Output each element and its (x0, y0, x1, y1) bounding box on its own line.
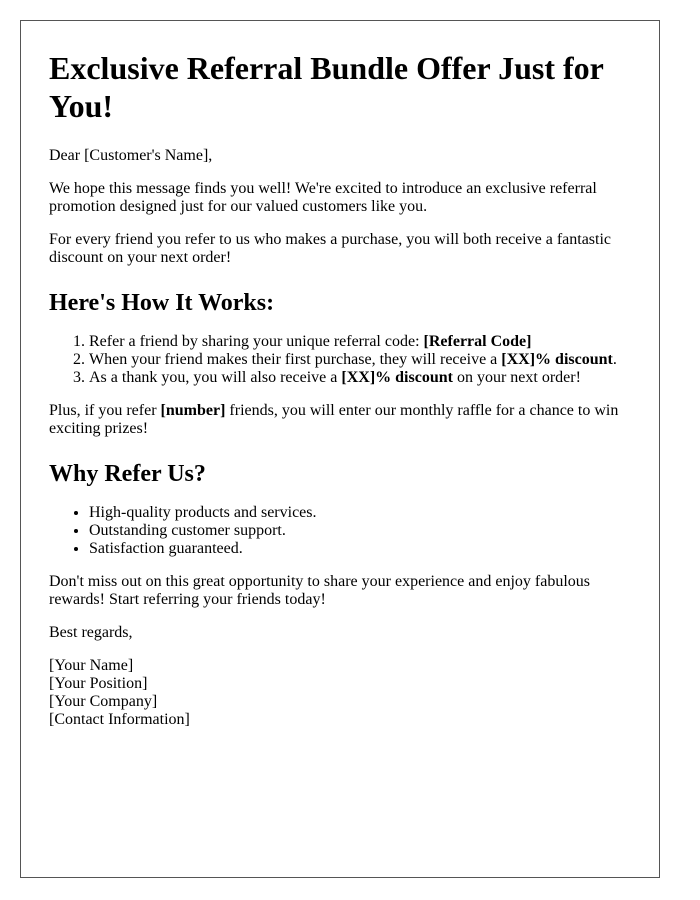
sign-off: Best regards, (49, 624, 133, 641)
step-text-after: on your next order! (452, 369, 581, 386)
how-it-works-heading: Here's How It Works: (49, 290, 275, 316)
reasons-list (49, 504, 631, 558)
step-item (89, 333, 631, 351)
reason-item: • Satisfaction guaranteed. (89, 540, 631, 558)
signature-block (49, 657, 631, 729)
raffle-text: Plus, if you refer (49, 402, 161, 419)
raffle-highlight: [number] (160, 402, 226, 419)
step-item (89, 351, 631, 369)
raffle-text-after: friends, you will enter our monthly raffle for a chance to win exciting prizes! (49, 402, 619, 437)
signature-line: [Contact Information] (49, 711, 190, 728)
letter-title: Exclusive Referral Bundle Offer Just for You! (49, 50, 604, 124)
step-highlight: [Referral Code] (423, 333, 532, 350)
why-refer-heading: Why Refer Us? (49, 461, 206, 487)
step-highlight: [XX]% discount (501, 351, 613, 368)
step-text: Refer a friend by sharing your unique referral code: (89, 333, 424, 350)
reason-item: • Outstanding customer support. (89, 522, 631, 540)
closing-paragraph: Don't miss out on this great opportunity to share your experience and enjoy fabulous rewards! Start referring your friends today! (49, 573, 590, 608)
intro-paragraph: We hope this message finds you well! We're excited to introduce an exclusive referral promotion designed just for our valued customers like you. (49, 180, 597, 215)
step-item (89, 369, 631, 387)
step-text: As a thank you, you will also receive a (89, 369, 342, 386)
step-text-after: . (612, 351, 617, 368)
steps-list (49, 333, 631, 387)
step-text: When your friend makes their first purchase, they will receive a (89, 351, 502, 368)
letter-page (20, 20, 660, 878)
greeting: Dear [Customer's Name], (49, 147, 213, 164)
signature-line: [Your Company] (49, 693, 158, 710)
step-highlight: [XX]% discount (341, 369, 453, 386)
offer-paragraph: For every friend you refer to us who makes a purchase, you will both receive a fantastic discount on your next order! (49, 231, 612, 266)
signature-line: [Your Name] (49, 657, 134, 674)
reason-item: • High-quality products and services. (89, 504, 631, 522)
signature-line: [Your Position] (49, 675, 148, 692)
raffle-paragraph (49, 402, 631, 438)
